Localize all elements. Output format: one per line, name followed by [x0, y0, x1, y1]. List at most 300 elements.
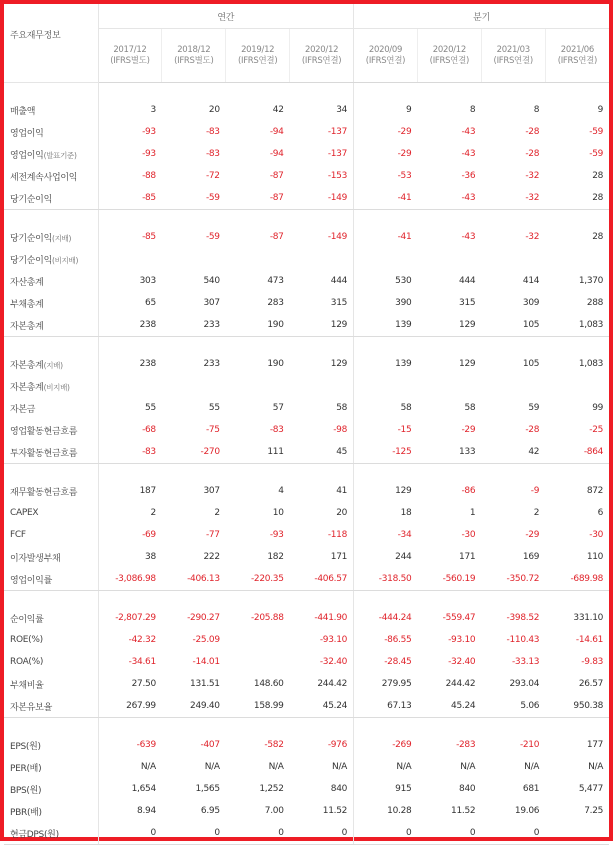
row-label [4, 524, 98, 546]
value-cell: N/A [332, 762, 348, 772]
value-cell: 473 [267, 276, 284, 286]
row-label-text: 자산총계 [10, 277, 44, 288]
table-row [4, 718, 609, 757]
value-cell: -59 [589, 149, 604, 159]
value-cell: -149 [290, 187, 354, 210]
value-cell [226, 651, 290, 673]
value-cell: -83 [205, 149, 220, 159]
value-cell: -137 [327, 149, 348, 159]
period-header [98, 29, 162, 83]
table-row [4, 187, 609, 210]
value-cell: 7.00 [264, 806, 284, 816]
value-cell: -94 [269, 127, 284, 137]
value-cell: -25 [589, 425, 604, 435]
value-cell: 28 [592, 171, 604, 181]
value-cell: 288 [586, 298, 604, 308]
value-cell: 0 [290, 822, 354, 845]
value-cell: 182 [267, 552, 284, 562]
value-cell: 414 [522, 276, 540, 286]
value-cell: -53 [354, 165, 418, 187]
row-label [4, 800, 98, 822]
value-cell: 45.24 [417, 695, 481, 718]
row-label-text: 자본총계 [10, 382, 44, 393]
value-cell: -43 [417, 187, 481, 210]
row-label [4, 165, 98, 187]
value-cell: 131.51 [190, 679, 220, 689]
table-row [4, 165, 609, 187]
value-cell: -93.10 [319, 635, 348, 645]
value-cell: -85 [98, 187, 162, 210]
value-cell: 238 [98, 314, 162, 337]
value-cell: 872 [586, 486, 604, 496]
value-cell: 57 [272, 403, 284, 413]
value-cell: 8 [533, 105, 540, 115]
value-cell: 390 [354, 292, 418, 314]
value-cell: -582 [264, 740, 284, 750]
value-cell: 28 [592, 232, 604, 242]
value-cell: 244 [354, 546, 418, 568]
value-cell: 444 [459, 276, 476, 286]
value-cell [98, 375, 162, 397]
value-cell: 20 [208, 105, 220, 115]
value-cell: -59 [162, 187, 226, 210]
period-header [481, 29, 545, 83]
value-cell: -639 [98, 718, 162, 757]
table-row [4, 143, 609, 165]
row-label-text: 투자활동현금흐름 [10, 448, 78, 459]
value-cell: 1 [469, 508, 476, 518]
row-label-text: 영업이익 [10, 150, 44, 161]
value-cell: -83 [205, 127, 220, 137]
value-cell: 42 [272, 105, 284, 115]
value-cell: -205.88 [250, 613, 284, 623]
period-date: 2021/03 [496, 44, 530, 55]
value-cell: 244.42 [445, 679, 476, 689]
value-cell: N/A [354, 756, 418, 778]
value-cell: -29 [354, 143, 418, 165]
value-cell: 10 [272, 508, 284, 518]
value-cell [162, 248, 226, 270]
value-cell: -30 [461, 530, 476, 540]
value-cell: -976 [327, 740, 348, 750]
row-label-text: 이자발생부채 [10, 553, 61, 564]
table-row [4, 756, 609, 778]
row-label-text: 영업활동현금흐름 [10, 426, 78, 437]
value-cell: 0 [226, 822, 290, 845]
value-cell: 244.42 [317, 679, 348, 689]
row-label-text: 자본금 [10, 404, 36, 415]
value-cell: -290.27 [187, 613, 220, 623]
value-cell: 915 [354, 778, 418, 800]
period-date: 2020/09 [368, 44, 403, 55]
value-cell: -14.01 [192, 657, 220, 667]
value-cell: -83 [269, 425, 284, 435]
value-cell [290, 375, 354, 397]
value-cell [545, 248, 609, 270]
value-cell [545, 822, 609, 845]
value-cell: -85 [98, 210, 162, 249]
value-cell: 171 [330, 552, 348, 562]
value-cell: -441.90 [314, 613, 348, 623]
value-cell: 111 [226, 441, 290, 464]
value-cell: 9 [354, 83, 418, 122]
value-cell: -98 [333, 425, 348, 435]
value-cell: 67.13 [354, 695, 418, 718]
table-row [4, 464, 609, 503]
value-cell: -42.32 [98, 629, 162, 651]
value-cell: 139 [354, 314, 418, 337]
value-cell: 99 [592, 403, 604, 413]
value-cell: -9 [530, 486, 540, 496]
value-cell: -83 [98, 441, 162, 464]
table-row [4, 83, 609, 122]
value-cell: 6.95 [200, 806, 220, 816]
value-cell: -28 [525, 425, 540, 435]
value-cell: 19.06 [514, 806, 540, 816]
row-label [4, 121, 98, 143]
value-cell: -406.57 [290, 568, 354, 591]
value-cell: 1,252 [259, 784, 284, 794]
period-basis: (IFRS별도) [174, 55, 214, 66]
row-label [4, 629, 98, 651]
value-cell: 8.94 [98, 800, 162, 822]
value-cell: -125 [354, 441, 418, 464]
value-cell: 1,654 [98, 778, 162, 800]
value-cell: 540 [203, 276, 220, 286]
value-cell [481, 248, 545, 270]
value-cell: 530 [354, 270, 418, 292]
row-label-qualifier: (발표기준) [43, 150, 77, 160]
row-label [4, 143, 98, 165]
row-label-qualifier: (비지배) [51, 255, 79, 265]
value-cell: 45.24 [290, 695, 354, 718]
value-cell: 38 [98, 546, 162, 568]
value-cell: -75 [205, 425, 220, 435]
table-row [4, 248, 609, 270]
period-basis: (IFRS연결) [301, 55, 342, 66]
period-basis: (IFRS연결) [238, 55, 278, 66]
row-label-text: ROE(%) [10, 635, 43, 645]
value-cell: 840 [459, 784, 476, 794]
value-cell: -149 [327, 232, 348, 242]
value-cell: -34 [354, 524, 418, 546]
period-date: 2020/12 [432, 44, 466, 55]
table-row [4, 800, 609, 822]
table-row [4, 822, 609, 845]
value-cell: 65 [98, 292, 162, 314]
value-cell: -444.24 [354, 591, 418, 630]
value-cell: -43 [461, 232, 476, 242]
value-cell: 840 [330, 784, 348, 794]
row-label [4, 568, 98, 591]
row-label [4, 651, 98, 673]
value-cell: -110.43 [506, 635, 540, 645]
row-label-text: PER(배) [10, 763, 42, 774]
value-cell: 0 [417, 822, 481, 845]
value-cell: 315 [459, 298, 476, 308]
value-cell: 5,477 [578, 784, 604, 794]
row-label-text: 매출액 [10, 106, 36, 117]
value-cell: -34.61 [98, 651, 162, 673]
value-cell: 0 [98, 822, 162, 845]
value-cell: -15 [354, 419, 418, 441]
value-cell: 2 [214, 508, 220, 518]
value-cell: -28.45 [354, 651, 418, 673]
value-cell: -87 [269, 171, 284, 181]
value-cell: -41 [354, 187, 418, 210]
value-cell: -77 [205, 530, 220, 540]
value-cell: -9.83 [581, 657, 604, 667]
value-cell: N/A [588, 762, 604, 772]
value-cell: 26.57 [578, 679, 604, 689]
value-cell: -28 [525, 149, 540, 159]
value-cell: 233 [203, 359, 220, 369]
value-cell: 222 [203, 552, 220, 562]
value-cell: 133 [417, 441, 481, 464]
value-cell [354, 248, 418, 270]
value-cell: 177 [586, 740, 604, 750]
value-cell: -93 [98, 143, 162, 165]
value-cell: -32 [525, 232, 540, 242]
value-cell [98, 248, 162, 270]
value-cell: 238 [98, 337, 162, 376]
value-cell: -153 [327, 171, 348, 181]
value-cell: 129 [354, 464, 418, 503]
value-cell: 55 [208, 403, 220, 413]
value-cell: -283 [456, 740, 476, 750]
value-cell: 129 [459, 359, 476, 369]
table-row [4, 778, 609, 800]
value-cell: -406.13 [162, 568, 226, 591]
value-cell: -86 [461, 486, 476, 496]
value-cell: 267.99 [98, 695, 162, 718]
row-label-text: 현금DPS(원) [10, 829, 59, 840]
value-cell: -32.40 [319, 657, 348, 667]
row-label [4, 756, 98, 778]
table-row [4, 292, 609, 314]
row-label [4, 187, 98, 210]
row-label-qualifier: (지배) [51, 233, 72, 243]
value-cell: -69 [98, 524, 162, 546]
period-basis: (IFRS연결) [557, 55, 598, 66]
value-cell: 20 [336, 508, 348, 518]
table-row [4, 121, 609, 143]
value-cell: -270 [162, 441, 226, 464]
value-cell [545, 375, 609, 397]
value-cell: 59 [528, 403, 540, 413]
value-cell [354, 375, 418, 397]
period-date: 2018/12 [177, 44, 211, 55]
value-cell: 309 [522, 298, 540, 308]
period-header [354, 29, 418, 83]
value-cell: 6 [597, 508, 604, 518]
row-label-text: 당기순이익 [10, 233, 52, 244]
row-label [4, 718, 98, 757]
value-cell: -59 [205, 232, 220, 242]
row-label-text: BPS(원) [10, 785, 42, 796]
row-label-text: 재무활동현금흐름 [10, 487, 78, 498]
value-cell: 293.04 [509, 679, 540, 689]
row-label-text: ROA(%) [10, 657, 44, 667]
value-cell: 1,083 [545, 314, 609, 337]
row-label-qualifier: (비지배) [43, 382, 70, 392]
period-basis: (IFRS연결) [365, 55, 406, 66]
value-cell: 279.95 [354, 673, 418, 695]
value-cell: 4 [278, 486, 284, 496]
value-cell: -68 [98, 419, 162, 441]
value-cell: -2,807.29 [98, 591, 162, 630]
row-label-text: 영업이익 [10, 128, 44, 139]
table-row [4, 546, 609, 568]
table-row [4, 314, 609, 337]
value-cell: 2 [533, 508, 540, 518]
value-cell: 169 [522, 552, 540, 562]
value-cell: 1,083 [578, 359, 604, 369]
row-label-qualifier: (지배) [43, 360, 63, 370]
row-label [4, 695, 98, 718]
value-cell: 190 [226, 314, 290, 337]
row-label [4, 778, 98, 800]
annual-header: 연간 [98, 4, 354, 29]
value-cell: 58 [336, 403, 348, 413]
value-cell: -32.40 [448, 657, 476, 667]
row-label-text: 부채비율 [10, 680, 44, 691]
value-cell: 3 [98, 83, 162, 122]
row-label [4, 441, 98, 464]
value-cell: N/A [204, 762, 220, 772]
value-cell: -87 [269, 232, 284, 242]
row-label [4, 822, 98, 845]
row-label-text: CAPEX [10, 508, 39, 518]
row-label-text: 당기순이익 [10, 255, 52, 266]
value-cell: -93 [269, 530, 284, 540]
value-cell: -72 [205, 171, 220, 181]
value-cell [226, 248, 290, 270]
row-label [4, 337, 98, 376]
value-cell: -41 [354, 210, 418, 249]
value-cell: -29 [525, 530, 540, 540]
value-cell: -32 [481, 187, 545, 210]
value-cell: 8 [469, 105, 476, 115]
value-cell: -350.72 [481, 568, 545, 591]
row-label-text: 자본유보율 [10, 702, 52, 713]
value-cell: 42 [481, 441, 545, 464]
value-cell: -43 [461, 149, 476, 159]
value-cell: -14.61 [575, 635, 604, 645]
value-cell: -87 [226, 187, 290, 210]
value-cell: 1,565 [195, 784, 220, 794]
value-cell: -118 [327, 530, 348, 540]
value-cell: 27.50 [98, 673, 162, 695]
table-row [4, 651, 609, 673]
value-cell: 129 [290, 314, 354, 337]
row-label-text: PBR(배) [10, 807, 42, 818]
value-cell: 171 [459, 552, 476, 562]
value-cell [417, 375, 481, 397]
value-cell: 129 [330, 359, 348, 369]
value-cell: 34 [336, 105, 348, 115]
value-cell: 11.52 [451, 806, 476, 816]
value-cell: -30 [589, 530, 604, 540]
value-cell [417, 248, 481, 270]
value-cell: 45 [290, 441, 354, 464]
value-cell: -137 [327, 127, 348, 137]
table-row [4, 568, 609, 591]
value-cell: 55 [98, 397, 162, 419]
row-label [4, 591, 98, 630]
row-label [4, 210, 98, 249]
value-cell: 9 [597, 105, 604, 115]
value-cell: 0 [481, 822, 545, 845]
value-cell: -86.55 [354, 629, 418, 651]
value-cell: 158.99 [226, 695, 290, 718]
value-cell: 28 [545, 187, 609, 210]
row-label [4, 83, 98, 122]
value-cell: 105 [481, 314, 545, 337]
value-cell: -29 [354, 121, 418, 143]
value-cell [162, 375, 226, 397]
row-label-text: 순이익률 [10, 614, 44, 625]
value-cell: 7.25 [584, 806, 604, 816]
value-cell: 41 [336, 486, 348, 496]
table-row [4, 695, 609, 718]
table-row [4, 673, 609, 695]
value-cell: -220.35 [226, 568, 290, 591]
row-label [4, 248, 98, 270]
value-cell: -28 [525, 127, 540, 137]
value-cell: -36 [461, 171, 476, 181]
row-label-text: 당기순이익 [10, 194, 52, 205]
value-cell: -94 [269, 149, 284, 159]
quarterly-header: 분기 [354, 4, 610, 29]
table-row [4, 337, 609, 376]
value-cell: -93.10 [448, 635, 476, 645]
value-cell: -43 [461, 127, 476, 137]
row-label [4, 464, 98, 503]
value-cell: 950.38 [545, 695, 609, 718]
value-cell: -560.19 [417, 568, 481, 591]
value-cell: 444 [330, 276, 348, 286]
value-cell: 307 [203, 298, 220, 308]
row-label-text: 영업이익률 [10, 575, 52, 586]
table-row [4, 441, 609, 464]
period-header [545, 29, 609, 83]
row-label [4, 673, 98, 695]
value-cell: 11.52 [322, 806, 348, 816]
value-cell: N/A [460, 762, 476, 772]
table-row [4, 419, 609, 441]
value-cell: 315 [330, 298, 348, 308]
period-basis: (IFRS연결) [429, 55, 470, 66]
value-cell: N/A [268, 762, 284, 772]
value-cell: 190 [267, 359, 284, 369]
table-row [4, 591, 609, 630]
row-label-header: 주요재무정보 [4, 4, 98, 83]
value-cell: 283 [267, 298, 284, 308]
period-header [290, 29, 354, 83]
value-cell: 249.40 [162, 695, 226, 718]
table-row [4, 502, 609, 524]
value-cell: -25.09 [192, 635, 220, 645]
row-label-text: 부채총계 [10, 299, 44, 310]
value-cell: 331.10 [573, 613, 604, 623]
value-cell: 58 [464, 403, 476, 413]
value-cell: 129 [417, 314, 481, 337]
value-cell [481, 375, 545, 397]
table-row [4, 524, 609, 546]
row-label-text: 자본총계 [10, 360, 44, 371]
value-cell: -93 [98, 121, 162, 143]
